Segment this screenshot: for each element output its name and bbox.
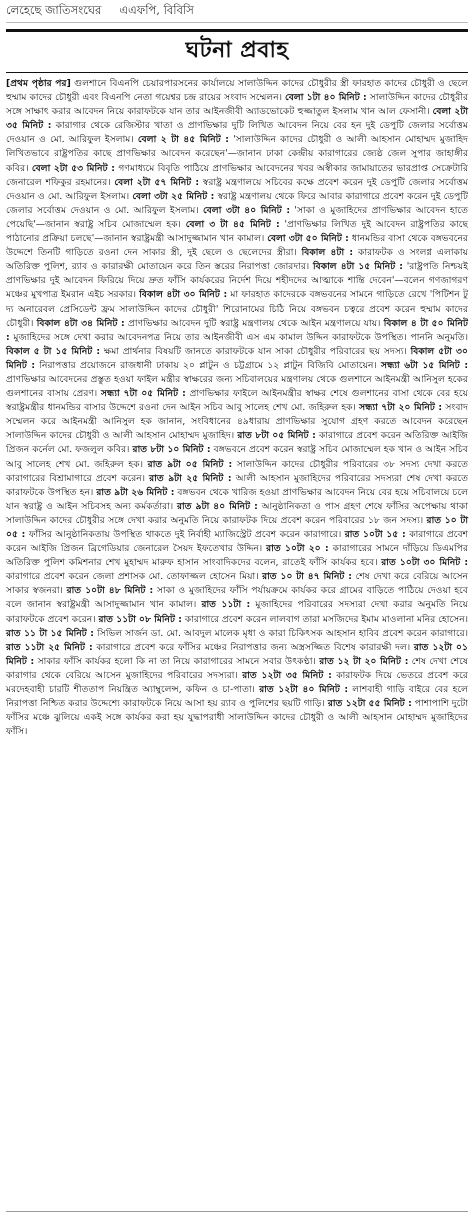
event-text: কারাগারের সামনে দাঁড়িয়ে ডিএমপির অতিরিক্ত পুলিশ কমিশনার শেখ মুহাম্মদ মারুফ হাসান সাংবাদিকদের বলেন, রাতেই ফাঁসি কার্যকর হবে।: [6, 543, 468, 569]
timestamp-label: বিকাল ৪টা ৩৪ মিনিট :: [36, 317, 125, 329]
event-text: সিভিল সার্জন ডা. মো. আবদুল মালেক মৃধা ও কারা চিকিৎসক আহসান হাবিব প্রবেশ করেন কারাগারে।: [93, 627, 468, 639]
timestamp-label: বিকাল ৪টা ১৫ মিনিট :: [312, 261, 403, 273]
event-text: 'সালাউদ্দিন কাদের চৌধুরী ও আলী আহসান মোহাম্মদ মুজাহিদ লিখিতভাবে রাষ্ট্রপতির কাছে প্রাণভিক্ষার আবেদন করেছেন'—জানান ঢাকা কেন্দ্রীয় কারাগারের জ্যেষ্ঠ জেল সুপার জাহাঙ্গীর কবির।: [6, 134, 468, 174]
timestamp-label: রাত ১২টা ০১ মিনিট :: [6, 641, 468, 667]
event-text: আলী আহসান মুজাহিদের পরিবারের সদস্যরা শেষ দেখা করতে কারাফটকে উপস্থিত হন।: [6, 472, 468, 498]
timestamp-label: রাত ৯টা ৪০ মিনিট :: [176, 500, 258, 512]
event-text: সংবাদ সম্মেলন করে আইনমন্ত্রী আনিসুল হক জানান, সংবিধানের ৪৯ধারায় প্রাণভিক্ষার সুযোগ গ্রহণ করতে আবেদন করেছেন সালাউদ্দিন কাদের চৌধুরী ও আলী আহসান মোহাম্মদ মুজাহিদ।: [6, 402, 468, 442]
timestamp-label: বেলা ২টা ৫৩ মিনিট :: [31, 162, 115, 174]
event-text: সাকার ফাঁসি কার্যকর হলো কি না তা নিয়ে কারাগারের সামনে সবার উৎকণ্ঠা।: [34, 655, 320, 667]
event-text: প্রাণভিক্ষার ফাইলে আইনমন্ত্রীর স্বাক্ষর শেষে গুলশানের বাসা থেকে বের হয়ে স্বরাষ্ট্রমন্ত্রীর ধানমন্ডির বাসার উদ্দেশে রওনা দেন আইন সচিব আবু সালেহ শেখ মো. জহিরুল হক।: [6, 388, 468, 414]
event-text: গণমাধ্যমে বিবৃতি পাঠিয়ে প্রাণভিক্ষার আবেদনের খবর অস্বীকার জামায়াতের ভারপ্রাপ্ত সেক্রেটারি জেনারেল শফিকুর রহমানের।: [6, 162, 468, 188]
event-text: প্রাণভিক্ষার আবেদনের প্রস্তুত হওয়া ফাইল মন্ত্রীর স্বাক্ষরের জন্য সচিবালয়ের মন্ত্রণালয় থেকে গুলশানে আইনমন্ত্রী আনিসুল হকের গুলশানের বাসায় প্রেরণ।: [6, 373, 468, 400]
timestamp-label: রাত ৯টা ২৬ মিনিট :: [96, 486, 175, 498]
timestamp-label: রাত ১১ টা ১৫ মিনিট :: [6, 627, 94, 639]
event-text: 'প্রাণভিক্ষার লিখিত দুই আবেদন রাষ্ট্রপতির কাছে পাঠানোর প্রক্রিয়া চলছে'—জানান স্বরাষ্ট্রমন্ত্রী আসাদুজ্জামান খান কামাল।: [6, 218, 469, 245]
timestamp-label: বিকাল ৪ টা ৫০ মিনিট :: [6, 317, 469, 343]
event-text: বঙ্গভবনে প্রবেশ করেন স্বরাষ্ট্র সচিব মোজাম্মেল হক খান ও আইন সচিব আবু সালেহ শেখ মো. জহিরুল হক।: [6, 444, 469, 470]
timestamp-label: বেলা ৩টা ৫০ মিনিট :: [267, 233, 349, 245]
event-text: কারাগারে প্রবেশ করেন অতিরিক্ত আইজি প্রিজন কর্নেল মো. ফজলুল কবির।: [6, 430, 469, 456]
event-text: সালাউদ্দিন কাদের চৌধুরীর সঙ্গে সাক্ষাৎ করার আবেদন নিয়ে কারাফটকে যান তার আইনজীবী অ্যাডভোকেট হুজ্জাতুল ইসলাম খান আল ফেসানী।: [6, 92, 469, 118]
event-text: 'রাষ্ট্রপতি নিশ্চয়ই প্রাণভিক্ষার দুই আবেদন ফিরিয়ে দিয়ে দ্রুত ফাঁসি কার্যকরের নির্দেশ দিয়ে শহীদদের আত্মাকে শান্তি দেবেন'—বলেন গণজাগরণ মঞ্চের মুখপাত্র ইমরান এইচ সরকার।: [6, 261, 468, 301]
timestamp-label: রাত ১২ টা ২০ মিনিট :: [319, 655, 409, 667]
event-text: নিরাপত্তার প্রয়োজনে রাজধানী ঢাকায় ২০ প্লাটুন ও চট্টগ্রামে ১২ প্লাটুন বিজিবি মোতায়েন।: [35, 359, 382, 371]
event-text: স্বরাষ্ট্র মন্ত্রণালয়ে সচিবের কক্ষে প্রবেশ করেন দুই ডেপুটি জেলার সর্বোত্তম দেওয়ান ও মো. আরিফুল ইসলাম।: [6, 176, 469, 202]
event-text: কারাগারে প্রবেশ করে ফাঁসির মঞ্চের নিরাপত্তার জন্য অস্ত্রসজ্জিত বিশেষ কারারক্ষী দল।: [92, 641, 414, 653]
timestamp-label: সন্ধ্যা ৭টা ০৫ মিনিট :: [100, 388, 186, 400]
timestamp-label: রাত ১০টা ৩০ মিনিট :: [381, 557, 469, 569]
article-body: [6, 77, 468, 739]
event-text: কারাফটক দিয়ে ভেতরে প্রবেশ করে মরদেহবাহী চারটি শীততাপ নিয়ন্ত্রিত অ্যাম্বুলেন্স, কফিন ও চা-পাতা।: [6, 669, 468, 696]
timestamp-label: রাত ১০টা ১৫ :: [344, 529, 406, 540]
timestamp-label: রাত ১২টা ৩৫ মিনিট :: [242, 669, 332, 681]
timestamp-label: বেলা ২ টা ৪৫ মিনিট :: [137, 134, 229, 146]
event-text: কারাগারে প্রবেশ করেন আইজি প্রিজন ব্রিগেডিয়ার জেনারেল সৈয়দ ইফতেখার উদ্দিন।: [6, 529, 468, 555]
fragment-left-text: লেহেছে জাতিসংঘের: [6, 2, 102, 17]
event-text: ক্ষমা প্রার্থনার বিষয়টি জানতে কারাফটকে যান সাকা চৌধুরীর পরিবারের ছয় সদস্য।: [100, 345, 411, 357]
event-text: লাশবাহী গাড়ি বাইরে বের হলে নিরাপত্তা নিশ্চিত করার উদ্দেশ্যে কারাফটকে নিয়ে আসা হয় র‍্যাব ও পুলিশের ছয়টি গাড়ি।: [6, 684, 468, 710]
timestamp-label: বিকাল ৪টা :: [301, 247, 354, 259]
timestamp-label: রাত ১১টা ০৮ মিনিট :: [98, 613, 182, 625]
event-text: 'সাকা ও মুজাহিদের প্রাণভিক্ষার আবেদন হাতে পেয়েছি'—জানান স্বরাষ্ট্র সচিব মোজাম্মেল হক।: [6, 204, 468, 230]
event-text: সালাউদ্দিন কাদের চৌধুরীর পরিবারের ৩৮ সদস্য দেখা করতে কারাগারের বিশ্রামাগারে প্রবেশ করেন।: [6, 458, 469, 484]
event-text: কারাগার থেকে রেজিস্টার খাতা ও প্রাণভিক্ষার দুটি লিখিত আবেদন নিয়ে বের হন দুই ডেপুটি জেলার সর্বোত্তম দেওয়ান ও মো. আরিফুল ইসলাম।: [6, 120, 468, 146]
timestamp-label: রাত ১২টা ৫৫ মিনিট :: [327, 698, 412, 710]
timestamp-label: রাত ৯টা ০৫ মিনিট :: [147, 458, 233, 470]
article-paragraph: [6, 77, 468, 739]
timestamp-label: বিকাল ৫টা ৩০ মিনিট :: [6, 345, 468, 371]
timestamp-label: বেলা ২টা ৫৭ মিনিট :: [114, 176, 200, 188]
timestamp-label: বিকাল ৪টা ৩০ মিনিট :: [139, 289, 228, 301]
timestamp-label: রাত ৯টা ২৫ মিনিট :: [149, 472, 232, 484]
article-headline: ঘটনা প্রবাহ: [185, 37, 289, 63]
timestamp-label: রাত ৮টা ১০ মিনিট :: [132, 444, 211, 456]
timestamp-label: বেলা ৩টা ৪০ মিনিট :: [203, 204, 291, 216]
event-text: গুলশানে বিএনপি চেয়ারপারসনের কার্যালয়ে সালাউদ্দিন কাদের চৌধুরীর স্ত্রী ফারহাত কাদের চৌধুরী ও ছেলে হুম্মাম কাদের চৌধুরী এবং বিএনপি নেতা গয়েশ্বর চন্দ্র রায়ের সংবাদ সম্মেলন।: [6, 78, 468, 104]
event-text: কারাগারে প্রবেশ করেন লালবাগ তারা মসজিদের ইমাম মাওলানা মনির হোসেন।: [181, 613, 468, 625]
timestamp-label: সন্ধ্যা ৭টা ২০ মিনিট :: [359, 402, 443, 414]
event-text: কারাগারে প্রবেশ করেন জেলা প্রশাসক মো. তোফাজ্জল হোসেন মিয়া।: [6, 571, 263, 583]
timestamp-label: বেলা ১টা ৪০ মিনিট :: [285, 92, 367, 104]
event-text: মুজাহিদের পরিবারের সদস্যরা দেখা করার অনুমতি নিয়ে কারাফটকে প্রবেশ করেন।: [6, 599, 468, 625]
timestamp-label: রাত ১১টা ২৫ মিনিট :: [6, 641, 93, 653]
event-text: ফাঁসির আনুষ্ঠানিকতায় উপস্থিত থাকতে দুই নির্বাহী ম্যাজিস্ট্রেট প্রবেশ করেন কারাগারে।: [25, 529, 345, 540]
bottom-divider: [6, 1211, 468, 1212]
event-text: স্বরাষ্ট্র মন্ত্রণালয় থেকে ফিরে আবার কারাগারে প্রবেশ করেন দুই ডেপুটি জেলার সর্বোত্তম দেওয়ান ও মো. আরিফুল ইসলাম।: [6, 190, 468, 216]
event-text: শেষ দেখা শেষে কারাগার থেকে বেরিয়ে আসেন মুজাহিদের পরিবারের সদস্যরা।: [6, 655, 468, 681]
timestamp-label: [প্রথম পৃষ্ঠার পর]: [6, 78, 71, 89]
headline-box: [6, 29, 468, 73]
timestamp-label: রাত ১২টা ৪০ মিনিট :: [259, 684, 349, 696]
fragment-right-text: এএফপি, বিবিসি: [119, 2, 194, 17]
timestamp-label: রাত ১০টা ৪৮ মিনিট :: [66, 585, 154, 597]
timestamp-label: বেলা ৩টা ২৫ মিনিট :: [132, 190, 215, 202]
timestamp-label: রাত ৮টা ০৫ মিনিট :: [237, 430, 316, 442]
event-text: পাশাপাশি দুটো ফাঁসির মঞ্চে ঝুলিয়ে একই সঙ্গে কার্যকর করা হয় যুদ্ধাপরাধী সালাউদ্দিন কাদের চৌধুরী ও আলী আহসান মোহাম্মদ মুজাহিদের ফাঁসি।: [6, 698, 468, 738]
event-text: ধানমন্ডির বাসা থেকে বঙ্গভবনের উদ্দেশে তিনটি গাড়িতে রওনা দেন সাকার স্ত্রী, দুই ছেলে ও ছেলেদের স্ত্রীরা।: [6, 233, 468, 259]
timestamp-label: সন্ধ্যা ৬টা ১৫ মিনিট :: [381, 359, 469, 371]
timestamp-label: রাত ১১টা :: [201, 599, 251, 611]
event-text: কারাফটক ও সংলগ্ন এলাকায় অতিরিক্ত পুলিশ, র‍্যাব ও কারারক্ষী মোতায়েন করে তিন স্তরের নিরাপত্তা জোরদার।: [6, 247, 469, 273]
event-text: প্রাণভিক্ষার আবেদন দুটি স্বরাষ্ট্র মন্ত্রণালয় থেকে আইন মন্ত্রণালয়ে যায়।: [124, 317, 384, 329]
event-text: বঙ্গভবন থেকে খারিজ হওয়া প্রাণভিক্ষার আবেদন নিয়ে বের হয়ে সচিবালয়ে চলে যান স্বরাষ্ট্র ও আইন সচিবসহ অন্য কর্মকর্তারা।: [6, 486, 468, 512]
timestamp-label: বেলা ২টা ৩৫ মিনিট :: [6, 106, 468, 132]
previous-article-fragment: [6, 0, 468, 23]
timestamp-label: রাত ১০ টা ০৫ :: [6, 514, 468, 540]
timestamp-label: বেলা ৩ টা ৪৫ মিনিট :: [185, 218, 280, 230]
timestamp-label: রাত ১০টা ২০ :: [266, 543, 329, 555]
event-text: আনুষ্ঠানিকতা ও পাস গ্রহণ শেষে ফাঁসির অপেক্ষায় থাকা সালাউদ্দিন কাদের চৌধুরীর সঙ্গে দেখা করার অনুমতি নিয়ে কারাফটক দিয়ে প্রবেশ করেন পরিবারের ১৮ জন সদস্য।: [6, 500, 468, 526]
timestamp-label: বিকাল ৫ টা ১৫ মিনিট :: [6, 345, 101, 357]
event-text: মুজাহিদের সঙ্গে দেখা করার আবেদনপত্র নিয়ে তার আইনজীবী এস এম কামাল উদ্দিন কারাফটকে উপস্থিত। পাননি অনুমতি।: [9, 331, 468, 343]
event-text: সাকা ও মুজাহিদের ফাঁসি পর্যায়ক্রমে কার্যকর করে গ্রামের বাড়িতে পাঠিয়ে দেওয়া হবে বলে জানান স্বরাষ্ট্রমন্ত্রী আসাদুজ্জামান খান কামাল।: [6, 585, 468, 611]
timestamp-label: রাত ১০ টা ৪৭ মিনিট :: [262, 571, 352, 583]
event-text: শেষ দেখা করে বেরিয়ে আসেন সাকার স্বজনরা।: [6, 571, 468, 597]
event-text: মা ফারহাত কাদেরকে বঙ্গভবনের সামনে গাড়িতে রেখে 'পিটিশন টু দ্য অনারেবল প্রেসিডেন্ট ফ্রম সালাউদ্দিন কাদের চৌধুরী' শিরোনামের চিঠি নিয়ে বঙ্গভবন চত্বরে প্রবেশ করেন হুম্মাম কাদের চৌধুরী।: [6, 289, 468, 329]
